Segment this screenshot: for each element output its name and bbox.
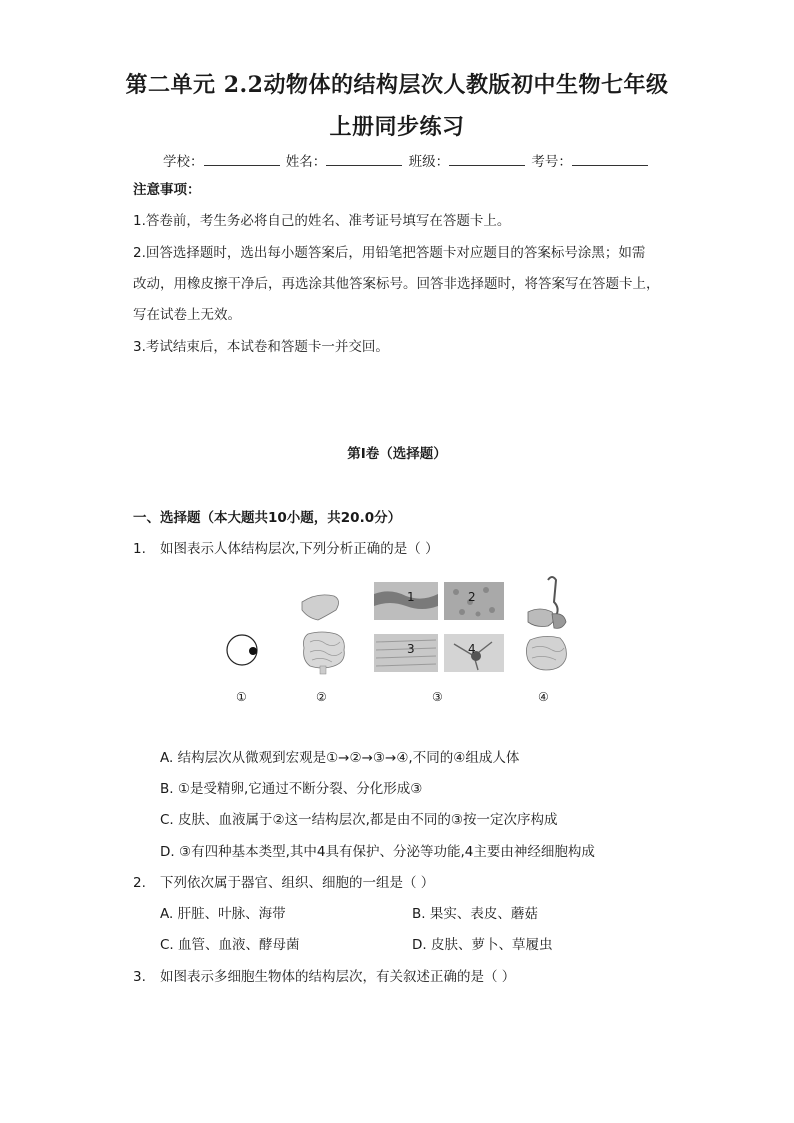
q1-option-b: B. ①是受精卵,它通过不断分裂、分化形成③ [160,781,423,797]
notice-item-2-line-2: 改动，用橡皮擦干净后，再选涂其他答案标号。回答非选择题时，将答案写在答题卡上， [133,276,660,292]
figure-label-3: ③ [432,690,443,704]
tissue-number-2: 2 [468,590,476,604]
name-label: 姓名： [285,154,327,170]
school-blank [204,153,280,166]
q2-option-b: B. 果实、表皮、蘑菇 [412,906,538,922]
q1-number: 1. [133,541,146,557]
part-heading: 一、选择题（本大题共10小题，共20.0分） [133,510,402,526]
name-blank [326,153,402,166]
tissue-number-3: 3 [407,642,415,656]
q1-option-c: C. 皮肤、血液属于②这一结构层次,都是由不同的③按一定次序构成 [160,812,558,828]
q2-option-d: D. 皮肤、萝卜、草履虫 [412,937,553,953]
class-label: 班级： [408,154,450,170]
document-title-line-1: 第二单元 2.2动物体的结构层次人教版初中生物七年级 [125,72,669,98]
q2-number: 2. [133,875,146,891]
q2-stem: 下列依次属于器官、组织、细胞的一组是（ ） [160,875,435,891]
tissue-number-1: 1 [407,590,415,604]
notice-heading: 注意事项： [133,182,201,198]
q1-stem: 如图表示人体结构层次,下列分析正确的是（ ） [160,541,439,557]
figure-label-1: ① [236,690,247,704]
tissue-number-4: 4 [468,642,476,656]
class-blank [449,153,525,166]
notice-item-1: 1.答卷前，考生务必将自己的姓名、准考证号填写在答题卡上。 [133,213,511,229]
cell-image [227,635,257,665]
section-title: 第Ⅰ卷（选择题） [347,446,447,462]
notice-item-2-line-3: 写在试卷上无效。 [133,307,241,323]
number-label: 考号： [531,154,572,170]
q1-figure [222,572,574,710]
organ-image [302,595,344,674]
q3-stem: 如图表示多细胞生物体的结构层次，有关叙述正确的是（ ） [160,969,516,985]
document-title-line-2: 上册同步练习 [329,114,465,140]
student-info-row [163,153,650,170]
q3-number: 3. [133,969,146,985]
system-image [526,577,566,670]
school-label: 学校： [163,154,204,170]
figure-label-2: ② [316,690,327,704]
figure-label-4: ④ [538,690,549,704]
notice-item-2-line-1: 2.回答选择题时，选出每小题答案后，用铅笔把答题卡对应题目的答案标号涂黑；如需 [133,245,646,261]
number-blank [572,153,648,166]
q1-option-d: D. ③有四种基本类型,其中4具有保护、分泌等功能,4主要由神经细胞构成 [160,844,595,860]
tissue-images [374,582,504,672]
q1-option-a: A. 结构层次从微观到宏观是①→②→③→④,不同的④组成人体 [160,750,520,766]
q1-figure-drawing [222,572,574,710]
q2-option-a: A. 肝脏、叶脉、海带 [160,906,286,922]
q2-option-c: C. 血管、血液、酵母菌 [160,937,300,953]
notice-item-3: 3.考试结束后，本试卷和答题卡一并交回。 [133,339,389,355]
